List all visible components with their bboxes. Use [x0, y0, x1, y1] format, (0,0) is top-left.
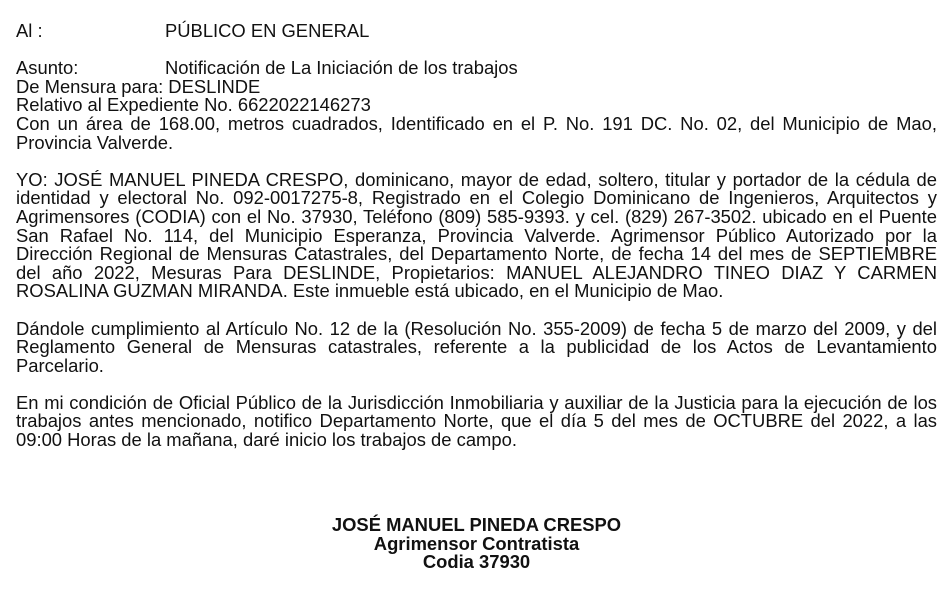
recipient-label: Al :	[16, 20, 43, 41]
area-line: Con un área de 168.00, metros cuadrados, Identificado en el P. No. 191 DC. No. 02, del Municipio de Mao, Provincia Valverde.	[16, 112, 937, 153]
signature-title: Agrimensor Contratista	[373, 532, 580, 554]
signature-name: JOSÉ MANUEL PINEDA CRESPO	[331, 514, 622, 535]
paragraph-declaration: YO: JOSÉ MANUEL PINEDA CRESPO, dominicano, mayor de edad, soltero, titular y portador de la cédula de identidad y electoral No. 092-0017275-8, Registrado en el Colegio Dominicano de Ingenieros, Arquitectos y Agrimensores (CODIA) con el No. 37930, Teléfono (809) 585-9393. y cel. (829) 267-3502. ubicado en el Puente San Rafael No. 114, del Municipio Esperanza, Provincia Valverde. Agrimensor Público Autorizado por la Dirección Regional de Mensuras Catastrales, del Departamento Norte, de fecha 14 del mes de SEPTIEMBRE del año 2022, Mesuras Para DESLINDE, Propietarios: MANUEL ALEJANDRO TINEO DIAZ Y CARMEN ROSALINA GUZMAN MIRANDA. Este inmueble está ubicado, en el Municipio de Mao.	[16, 168, 937, 302]
subject-row	[16, 59, 937, 78]
recipient-value: PÚBLICO EN GENERAL	[165, 20, 370, 41]
mensura-line: De Mensura para: DESLINDE	[16, 75, 261, 97]
subject-value: Notificación de La Iniciación de los trabajos	[165, 57, 518, 79]
spacer	[16, 152, 937, 171]
legal-notice	[16, 22, 937, 450]
signature-block	[16, 516, 937, 572]
expediente-line: Relativo al Expediente No. 6622022146273	[16, 94, 371, 116]
subject-label: Asunto:	[16, 57, 79, 79]
spacer	[16, 301, 937, 320]
signature-codia: Codia 37930	[422, 551, 531, 573]
recipient-row	[16, 22, 937, 41]
paragraph-compliance: Dándole cumplimiento al Artículo No. 12 de la (Resolución No. 355-2009) de fecha 5 de marzo del 2009, y del Reglamento General de Mensuras catastrales, referente a la publicidad de los Actos de Levantamiento Parcelario.	[16, 317, 937, 376]
paragraph-notification: En mi condición de Oficial Público de la Jurisdicción Inmobiliaria y auxiliar de la Justicia para la ejecución de los trabajos antes mencionado, notifico Departamento Norte, que el día 5 del mes de OCTUBRE del 2022, a las 09:00 Horas de la mañana, daré inicio los trabajos de campo.	[16, 391, 937, 451]
